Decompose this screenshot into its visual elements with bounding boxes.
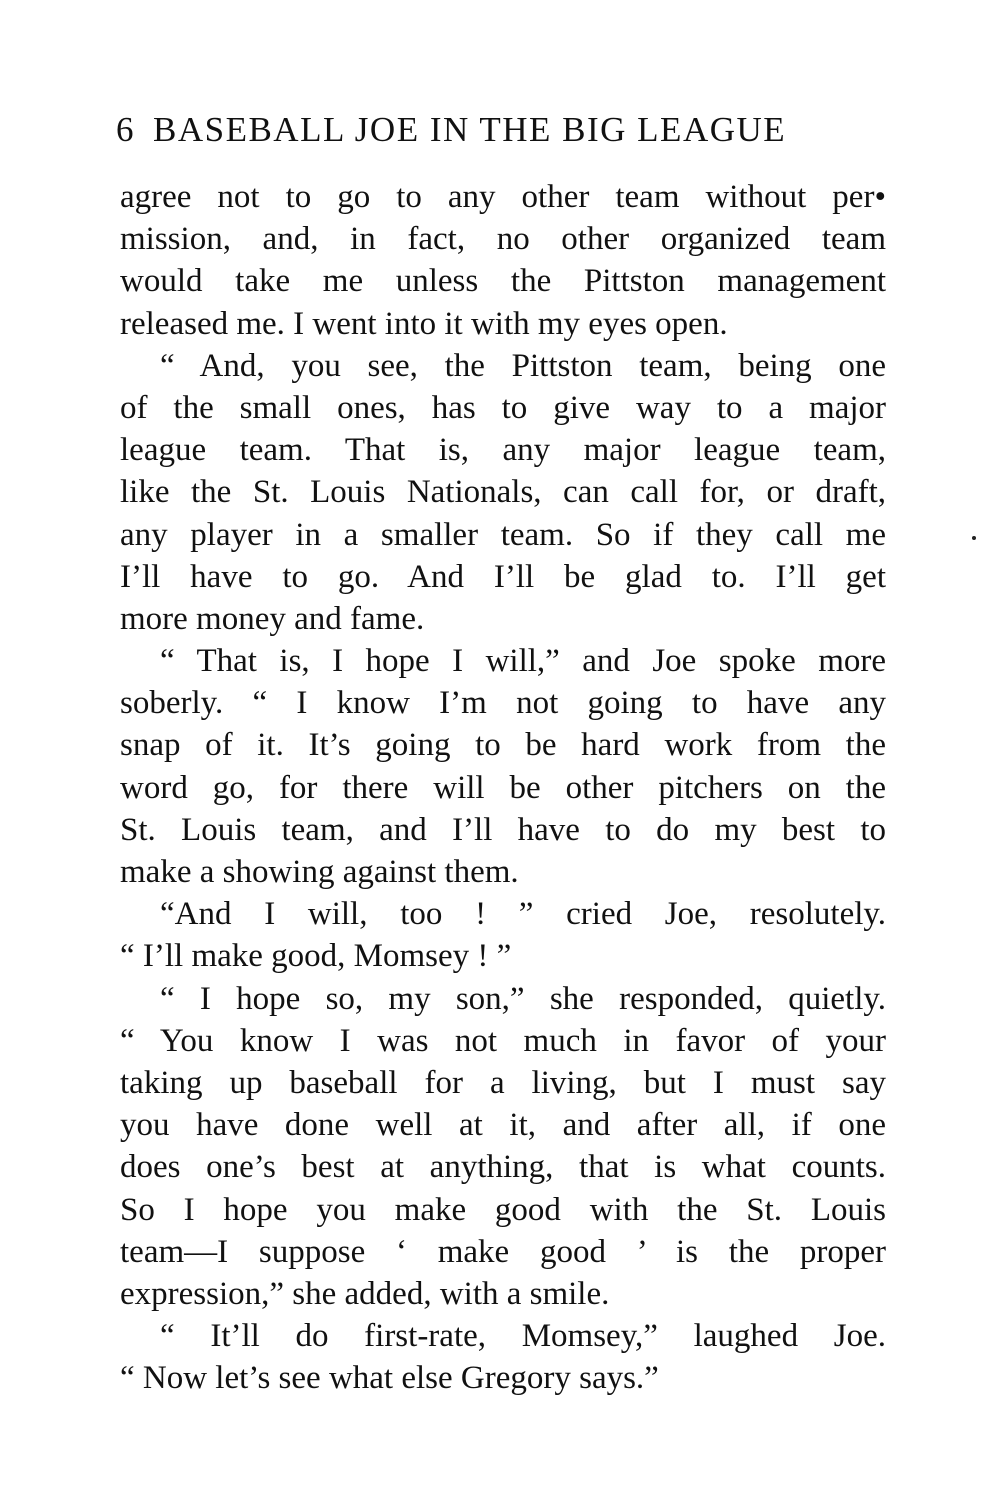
running-head — [116, 108, 886, 152]
text-line: I’ll have to go. And I’ll be glad to. I’ll get — [120, 558, 886, 595]
body-text — [120, 176, 886, 1399]
text-line: more money and fame. — [120, 600, 425, 637]
text-line: “ It’ll do first-rate, Momsey,” laughed Joe. — [160, 1318, 886, 1355]
print-speck — [972, 536, 976, 540]
text-line: you have done well at it, and after all, if one — [120, 1107, 886, 1144]
text-line: make a showing against them. — [120, 854, 519, 890]
text-line: “ You know I was not much in favor of your — [120, 1022, 886, 1059]
text-line: soberly. “ I know I’m not going to have any — [120, 685, 886, 722]
text-line: “ That is, I hope I will,” and Joe spoke more — [160, 643, 886, 680]
text-line: taking up baseball for a living, but I must say — [120, 1064, 886, 1101]
text-line: mission, and, in fact, no other organized team — [120, 221, 886, 258]
text-line: So I hope you make good with the St. Louis — [120, 1191, 886, 1228]
text-line: snap of it. It’s going to be hard work from the — [120, 727, 886, 764]
text-line: “ Now let’s see what else Gregory says.” — [120, 1360, 659, 1397]
text-line: expression,” she added, with a smile. — [120, 1275, 610, 1312]
text-line: any player in a smaller team. So if they call me — [120, 516, 886, 553]
text-line: word go, for there will be other pitchers on the — [120, 769, 886, 806]
text-line: team—I suppose ‘ make good ’ is the proper — [120, 1233, 886, 1270]
running-title: BASEBALL JOE IN THE BIG LEAGUE — [153, 110, 787, 149]
text-line: agree not to go to any other team without per• — [120, 179, 886, 215]
text-line: would take me unless the Pittston management — [120, 263, 886, 300]
text-line: of the small ones, has to give way to a major — [120, 389, 886, 426]
text-line: league team. That is, any major league team, — [120, 432, 886, 469]
text-line: “And I will, too ! ” cried Joe, resolutely. — [160, 896, 886, 933]
page-number: 6 — [116, 110, 135, 149]
text-line: like the St. Louis Nationals, can call for, or draft, — [120, 474, 886, 511]
text-line: “ I hope so, my son,” she responded, quietly. — [160, 980, 886, 1017]
text-line: released me. I went into it with my eyes open. — [120, 305, 728, 342]
text-line: St. Louis team, and I’ll have to do my best to — [120, 811, 886, 848]
text-line: does one’s best at anything, that is what counts. — [120, 1149, 886, 1186]
text-line: “ I’ll make good, Momsey ! ” — [120, 938, 512, 975]
text-line: “ And, you see, the Pittston team, being one — [160, 347, 886, 384]
